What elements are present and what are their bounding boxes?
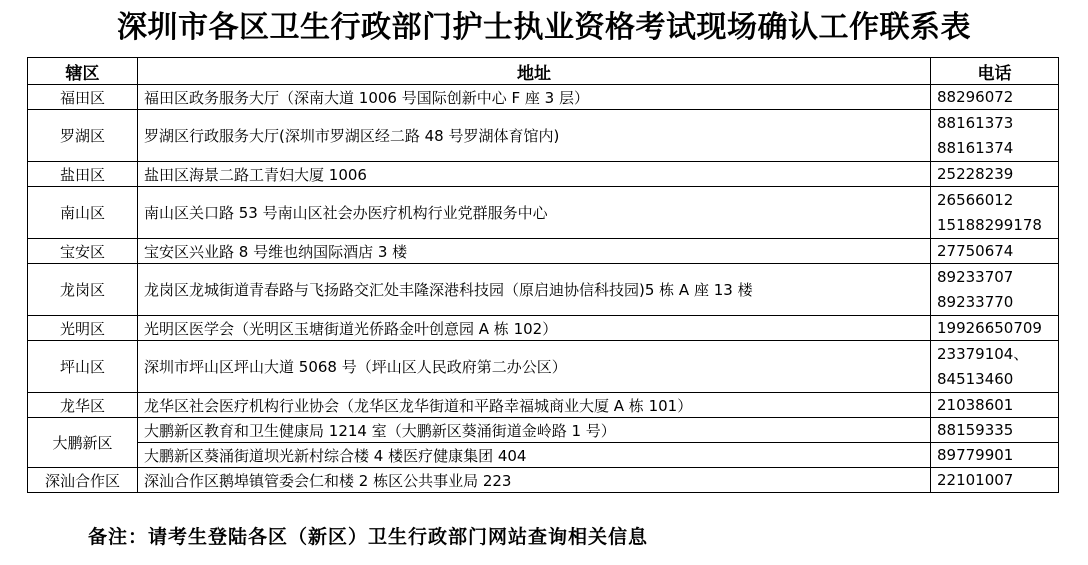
address-cell: 大鹏新区教育和卫生健康局 1214 室（大鹏新区葵涌街道金岭路 1 号） bbox=[138, 418, 931, 443]
address-cell: 龙华区社会医疗机构行业协会（龙华区龙华街道和平路幸福城商业大厦 A 栋 101） bbox=[138, 393, 931, 418]
district-cell: 盐田区 bbox=[28, 162, 138, 187]
phone-number: 19926650709 bbox=[937, 319, 1042, 337]
district-cell: 福田区 bbox=[28, 85, 138, 110]
table-row bbox=[28, 110, 1059, 162]
address-cell: 罗湖区行政服务大厅(深圳市罗湖区经二路 48 号罗湖体育馆内) bbox=[138, 110, 931, 162]
phone-number: 88296072 bbox=[937, 88, 1014, 106]
table-row bbox=[28, 393, 1059, 418]
address-cell: 宝安区兴业路 8 号维也纳国际酒店 3 楼 bbox=[138, 239, 931, 264]
phone-cell bbox=[931, 239, 1059, 264]
phone-number: 88159335 bbox=[937, 421, 1014, 439]
address-cell: 深圳市坪山区坪山大道 5068 号（坪山区人民政府第二办公区） bbox=[138, 341, 931, 393]
table-row bbox=[28, 85, 1059, 110]
table-row bbox=[28, 468, 1059, 493]
phone-cell bbox=[931, 443, 1059, 468]
phone-number: 84513460 bbox=[937, 369, 1014, 388]
address-cell: 大鹏新区葵涌街道坝光新村综合楼 4 楼医疗健康集团 404 bbox=[138, 443, 931, 468]
phone-number: 89779901 bbox=[937, 446, 1014, 464]
phone-cell bbox=[931, 393, 1059, 418]
phone-cell bbox=[931, 110, 1059, 162]
address-cell: 福田区政务服务大厅（深南大道 1006 号国际创新中心 F 座 3 层） bbox=[138, 85, 931, 110]
district-cell: 深汕合作区 bbox=[28, 468, 138, 493]
table-row bbox=[28, 162, 1059, 187]
district-cell: 南山区 bbox=[28, 187, 138, 239]
header-district: 辖区 bbox=[28, 58, 138, 85]
district-cell: 光明区 bbox=[28, 316, 138, 341]
table-row bbox=[28, 239, 1059, 264]
table-row bbox=[28, 418, 1059, 443]
table-row bbox=[28, 316, 1059, 341]
district-cell: 龙岗区 bbox=[28, 264, 138, 316]
phone-number: 88161373 bbox=[937, 113, 1014, 132]
footnote: 备注：请考生登陆各区（新区）卫生行政部门网站查询相关信息 bbox=[88, 526, 649, 548]
header-phone: 电话 bbox=[931, 58, 1059, 85]
phone-number: 89233770 bbox=[937, 292, 1014, 311]
table-row bbox=[28, 264, 1059, 316]
phone-cell bbox=[931, 162, 1059, 187]
contact-table bbox=[27, 57, 1059, 493]
address-cell: 深汕合作区鹅埠镇管委会仁和楼 2 栋区公共事业局 223 bbox=[138, 468, 931, 493]
header-address: 地址 bbox=[138, 58, 931, 85]
phone-number: 89233707 bbox=[937, 267, 1014, 286]
phone-number: 15188299178 bbox=[937, 215, 1042, 234]
address-cell: 南山区关口路 53 号南山区社会办医疗机构行业党群服务中心 bbox=[138, 187, 931, 239]
district-cell: 宝安区 bbox=[28, 239, 138, 264]
phone-number: 25228239 bbox=[937, 165, 1014, 183]
phone-cell bbox=[931, 264, 1059, 316]
address-cell: 龙岗区龙城街道青春路与飞扬路交汇处丰隆深港科技园（原启迪协信科技园)5 栋 A 座 13 楼 bbox=[138, 264, 931, 316]
district-cell: 大鹏新区 bbox=[28, 418, 138, 468]
district-cell: 罗湖区 bbox=[28, 110, 138, 162]
table-row bbox=[28, 341, 1059, 393]
table-header-row bbox=[28, 58, 1059, 85]
phone-number: 21038601 bbox=[937, 396, 1014, 414]
table-row bbox=[28, 187, 1059, 239]
phone-cell bbox=[931, 85, 1059, 110]
district-cell: 坪山区 bbox=[28, 341, 138, 393]
phone-number: 27750674 bbox=[937, 242, 1014, 260]
phone-number: 23379104、 bbox=[937, 344, 1029, 363]
phone-cell bbox=[931, 341, 1059, 393]
phone-cell bbox=[931, 316, 1059, 341]
district-cell: 龙华区 bbox=[28, 393, 138, 418]
phone-number: 88161374 bbox=[937, 138, 1014, 157]
phone-cell bbox=[931, 468, 1059, 493]
phone-cell bbox=[931, 418, 1059, 443]
address-cell: 光明区医学会（光明区玉塘街道光侨路金叶创意园 A 栋 102） bbox=[138, 316, 931, 341]
table-row bbox=[28, 443, 1059, 468]
phone-number: 26566012 bbox=[937, 190, 1014, 209]
phone-cell bbox=[931, 187, 1059, 239]
page-title: 深圳市各区卫生行政部门护士执业资格考试现场确认工作联系表 bbox=[117, 10, 971, 45]
address-cell: 盐田区海景二路工青妇大厦 1006 bbox=[138, 162, 931, 187]
phone-number: 22101007 bbox=[937, 471, 1014, 489]
